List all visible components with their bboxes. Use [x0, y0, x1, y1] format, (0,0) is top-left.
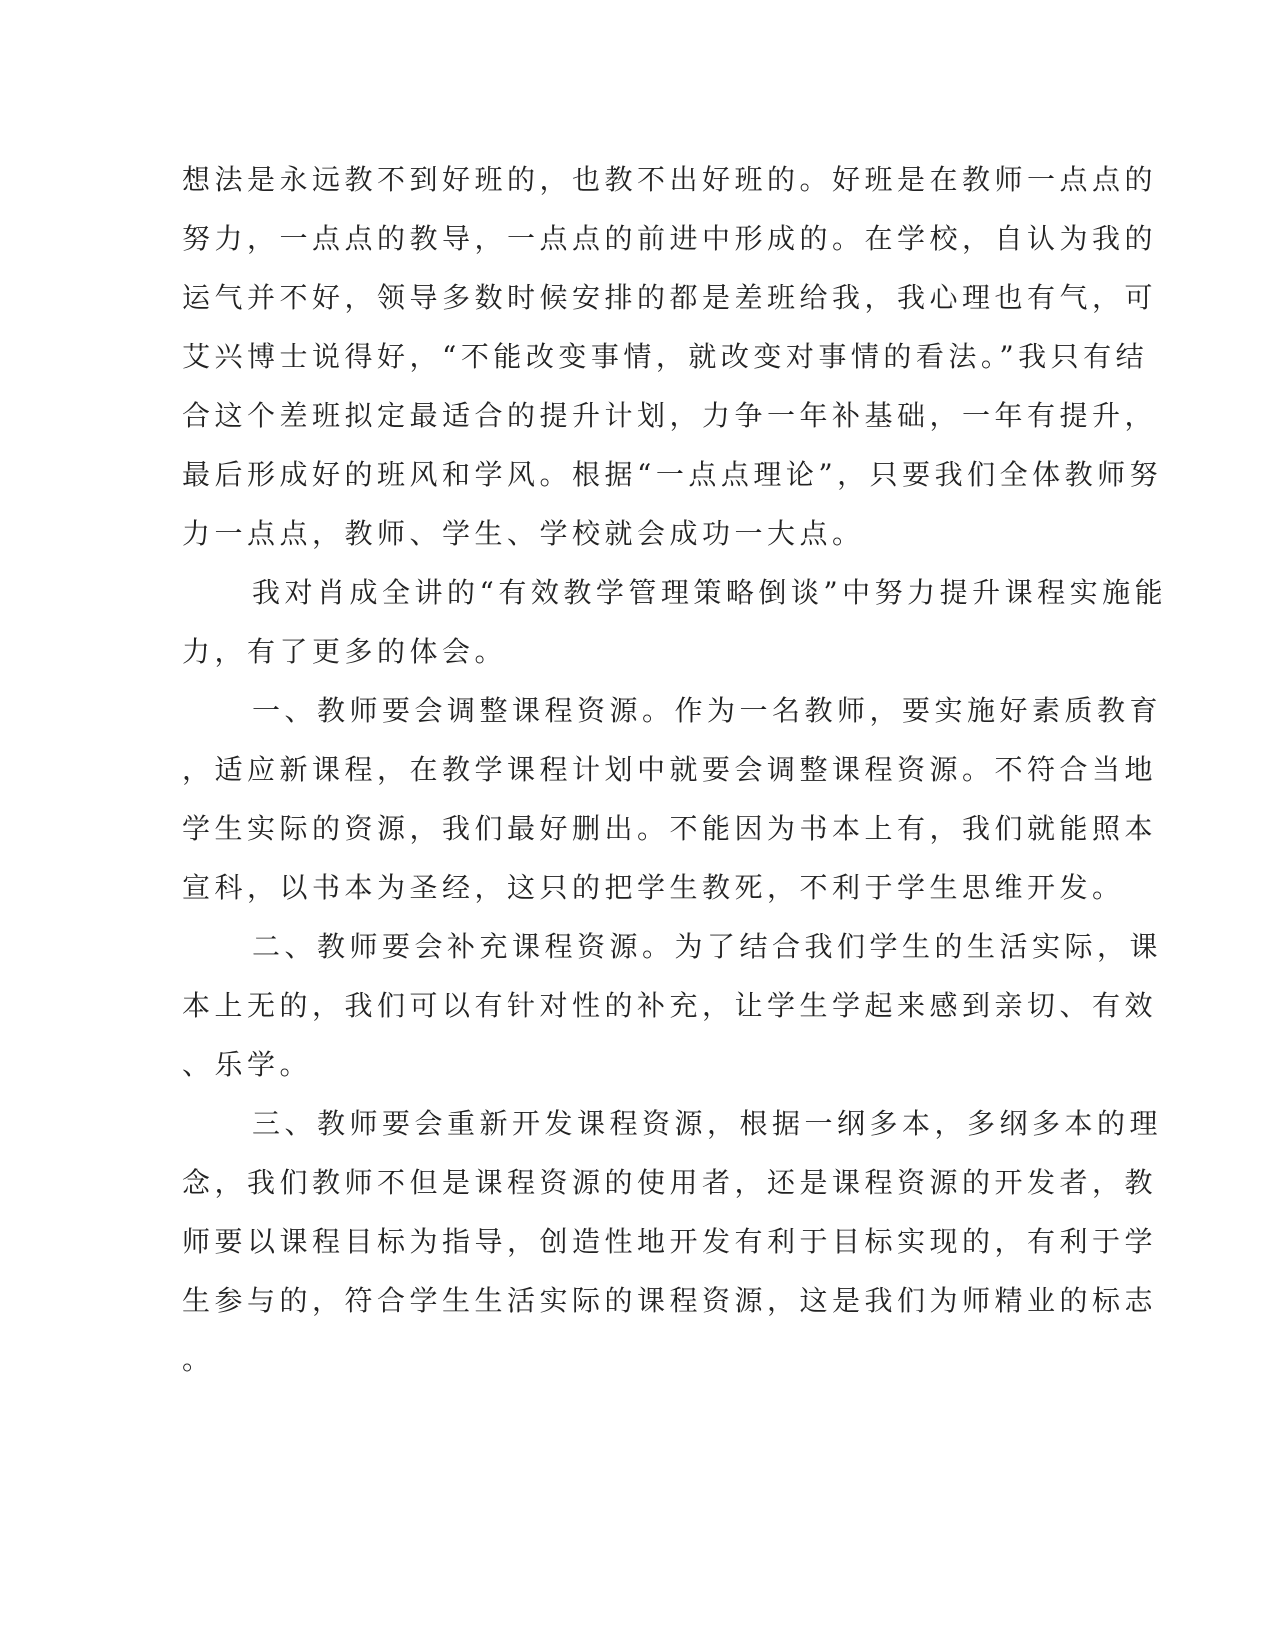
- text-line: 合这个差班拟定最适合的提升计划，力争一年补基础，一年有提升，: [182, 399, 1158, 432]
- text-line: ，适应新课程，在教学课程计划中就要会调整课程资源。不符合当地: [182, 753, 1158, 786]
- paragraph-first-line: 我对肖成全讲的“有效教学管理策略倒谈”中努力提升课程实施能: [252, 576, 1168, 609]
- text-line: 艾兴博士说得好，“不能改变事情，就改变对事情的看法。”我只有结: [182, 340, 1149, 373]
- text-line: 宣科，以书本为圣经，这只的把学生教死，不利于学生思维开发。: [182, 871, 1125, 904]
- text-line: 念，我们教师不但是课程资源的使用者，还是课程资源的开发者，教: [182, 1166, 1158, 1199]
- paragraph-first-line: 一、教师要会调整课程资源。作为一名教师，要实施好素质教育: [252, 694, 1163, 727]
- text-line: 力一点点，教师、学生、学校就会成功一大点。: [182, 517, 865, 550]
- text-line: 最后形成好的班风和学风。根据“一点点理论”，只要我们全体教师努: [182, 458, 1163, 491]
- text-line: 想法是永远教不到好班的，也教不出好班的。好班是在教师一点点的: [182, 163, 1158, 196]
- text-line: 力，有了更多的体会。: [182, 635, 508, 668]
- text-line: 学生实际的资源，我们最好删出。不能因为书本上有，我们就能照本: [182, 812, 1158, 845]
- paragraph-first-line: 三、教师要会重新开发课程资源，根据一纲多本，多纲多本的理: [252, 1107, 1163, 1140]
- text-line: 努力，一点点的教导，一点点的前进中形成的。在学校，自认为我的: [182, 222, 1158, 255]
- text-line: 运气并不好，领导多数时候安排的都是差班给我，我心理也有气，可: [182, 281, 1158, 314]
- text-line: 师要以课程目标为指导，创造性地开发有利于目标实现的，有利于学: [182, 1225, 1158, 1258]
- text-line: 。: [182, 1343, 215, 1376]
- text-line: 生参与的，符合学生生活实际的课程资源，这是我们为师精业的标志: [182, 1284, 1158, 1317]
- paragraph-first-line: 二、教师要会补充课程资源。为了结合我们学生的生活实际，课: [252, 930, 1163, 963]
- text-line: 本上无的，我们可以有针对性的补充，让学生学起来感到亲切、有效: [182, 989, 1158, 1022]
- text-line: 、乐学。: [182, 1048, 313, 1081]
